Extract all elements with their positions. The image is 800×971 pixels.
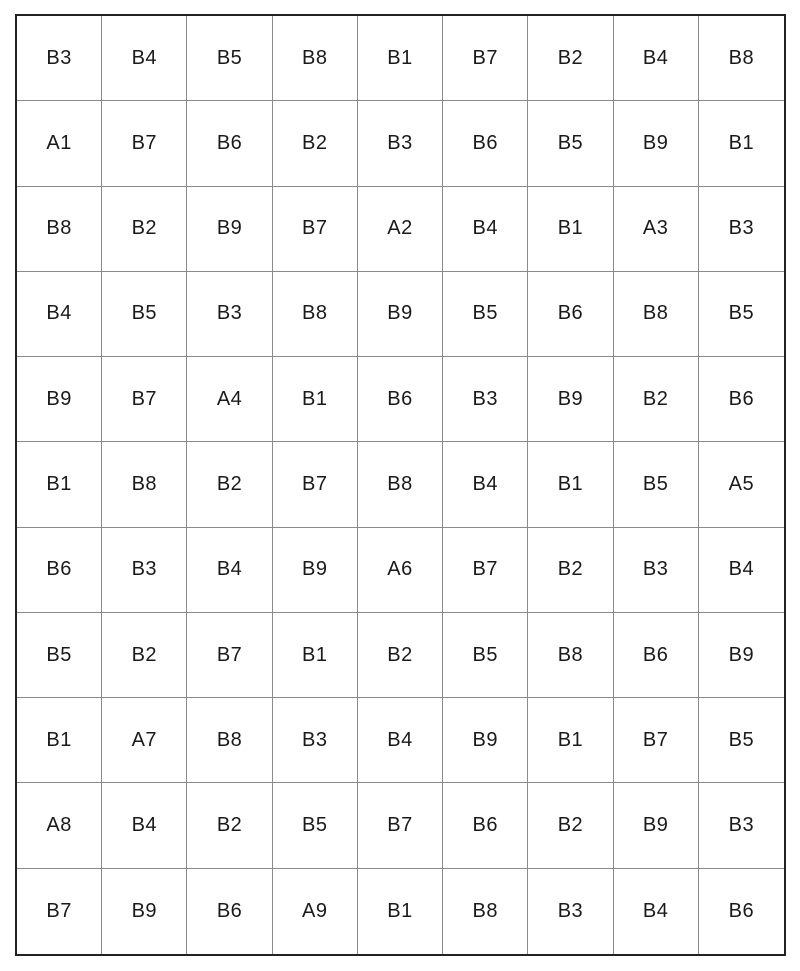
grid-cell[interactable]: B1: [358, 16, 443, 101]
grid-cell[interactable]: A1: [17, 101, 102, 186]
grid-cell[interactable]: B4: [102, 16, 187, 101]
grid-cell[interactable]: B3: [528, 869, 613, 954]
grid-cell[interactable]: B9: [699, 613, 784, 698]
grid-cell[interactable]: B5: [528, 101, 613, 186]
grid-cell[interactable]: B4: [699, 528, 784, 613]
grid-cell[interactable]: B8: [273, 16, 358, 101]
grid-cell[interactable]: B6: [358, 357, 443, 442]
grid-cell[interactable]: B1: [699, 101, 784, 186]
grid-cell[interactable]: B5: [443, 613, 528, 698]
grid-cell[interactable]: B2: [273, 101, 358, 186]
grid-cell[interactable]: B1: [528, 442, 613, 527]
grid-cell[interactable]: B4: [102, 783, 187, 868]
grid-cell[interactable]: B8: [614, 272, 699, 357]
grid-cell[interactable]: B5: [614, 442, 699, 527]
grid-cell[interactable]: B8: [17, 187, 102, 272]
grid-cell[interactable]: B8: [187, 698, 272, 783]
grid-cell[interactable]: B3: [273, 698, 358, 783]
grid-cell[interactable]: A7: [102, 698, 187, 783]
grid-cell[interactable]: B3: [358, 101, 443, 186]
grid-cell[interactable]: B4: [443, 442, 528, 527]
grid-cell[interactable]: B4: [358, 698, 443, 783]
grid-cell[interactable]: B1: [358, 869, 443, 954]
grid-cell[interactable]: B7: [17, 869, 102, 954]
grid-cell[interactable]: B1: [17, 442, 102, 527]
grid-cell[interactable]: B1: [273, 357, 358, 442]
grid-cell[interactable]: B2: [102, 187, 187, 272]
grid-cell[interactable]: B8: [102, 442, 187, 527]
grid-cell[interactable]: B6: [728, 899, 755, 922]
grid-cell[interactable]: B3: [102, 528, 187, 613]
grid-cell[interactable]: B9: [17, 357, 102, 442]
grid-cell[interactable]: B2: [614, 357, 699, 442]
grid-cell[interactable]: B9: [102, 869, 187, 954]
grid-cell[interactable]: B7: [102, 101, 187, 186]
grid-cell[interactable]: B2: [528, 783, 613, 868]
grid-cell[interactable]: B3: [699, 187, 784, 272]
grid-cell[interactable]: B3: [699, 783, 784, 868]
grid-cell[interactable]: B8: [443, 869, 528, 954]
grid-cell[interactable]: B6: [528, 272, 613, 357]
grid-cell[interactable]: B9: [614, 101, 699, 186]
grid-cell[interactable]: B9: [187, 187, 272, 272]
grid-cell[interactable]: B6: [187, 101, 272, 186]
grid-cell[interactable]: B6: [17, 528, 102, 613]
grid-cell[interactable]: B8: [699, 16, 784, 101]
grid-cell[interactable]: B5: [273, 783, 358, 868]
grid-cell[interactable]: B8: [528, 613, 613, 698]
grid-cell[interactable]: B4: [187, 528, 272, 613]
grid-cell[interactable]: B8: [358, 442, 443, 527]
grid-cell[interactable]: B5: [102, 272, 187, 357]
grid-cell[interactable]: B5: [17, 613, 102, 698]
grid-cell[interactable]: B3: [17, 16, 102, 101]
grid-cell[interactable]: B5: [443, 272, 528, 357]
grid-cell[interactable]: B7: [443, 16, 528, 101]
grid-cell[interactable]: B9: [528, 357, 613, 442]
grid-cell[interactable]: B4: [17, 272, 102, 357]
grid-cell[interactable]: B9: [614, 783, 699, 868]
grid-cell[interactable]: B8: [273, 272, 358, 357]
grid-cell[interactable]: B7: [443, 528, 528, 613]
grid-cell[interactable]: B6: [187, 869, 272, 954]
grid-cell[interactable]: B6: [443, 101, 528, 186]
grid-cell[interactable]: B5: [699, 272, 784, 357]
grid-cell[interactable]: A6: [358, 528, 443, 613]
grid-cell[interactable]: A9: [273, 869, 358, 954]
grid-cell[interactable]: B7: [358, 783, 443, 868]
grid-cell[interactable]: A2: [358, 187, 443, 272]
grid-cell[interactable]: B6: [699, 357, 784, 442]
grid-cell[interactable]: B2: [102, 613, 187, 698]
grid-cell[interactable]: B4: [443, 187, 528, 272]
grid-cell[interactable]: B1: [528, 187, 613, 272]
grid-cell[interactable]: B5: [699, 698, 784, 783]
grid-cell[interactable]: B3: [187, 272, 272, 357]
grid-cell[interactable]: B6: [443, 783, 528, 868]
grid-cell[interactable]: B7: [187, 613, 272, 698]
grid-cell[interactable]: B1: [17, 698, 102, 783]
symbol-grid: [15, 14, 786, 956]
grid-cell[interactable]: B1: [528, 698, 613, 783]
grid-cell[interactable]: B7: [273, 187, 358, 272]
grid-cell[interactable]: A4: [187, 357, 272, 442]
grid-cell[interactable]: A5: [699, 442, 784, 527]
grid-cell[interactable]: B3: [614, 528, 699, 613]
grid-cell[interactable]: B5: [187, 16, 272, 101]
grid-cell[interactable]: A3: [614, 187, 699, 272]
grid-cell[interactable]: B2: [528, 528, 613, 613]
grid-cell[interactable]: B9: [443, 698, 528, 783]
grid-cell[interactable]: B4: [614, 16, 699, 101]
grid-cell[interactable]: B2: [358, 613, 443, 698]
grid-cell[interactable]: B6: [614, 613, 699, 698]
grid-cell[interactable]: B7: [102, 357, 187, 442]
grid-cell[interactable]: B9: [358, 272, 443, 357]
grid-cell[interactable]: B2: [528, 16, 613, 101]
grid-cell[interactable]: B2: [187, 442, 272, 527]
grid-cell[interactable]: B4: [614, 869, 699, 954]
grid-cell[interactable]: B1: [273, 613, 358, 698]
grid-cell[interactable]: B2: [187, 783, 272, 868]
grid-cell[interactable]: B9: [273, 528, 358, 613]
grid-cell[interactable]: B7: [614, 698, 699, 783]
grid-cell[interactable]: B3: [443, 357, 528, 442]
grid-cell[interactable]: A8: [17, 783, 102, 868]
grid-cell[interactable]: B7: [273, 442, 358, 527]
